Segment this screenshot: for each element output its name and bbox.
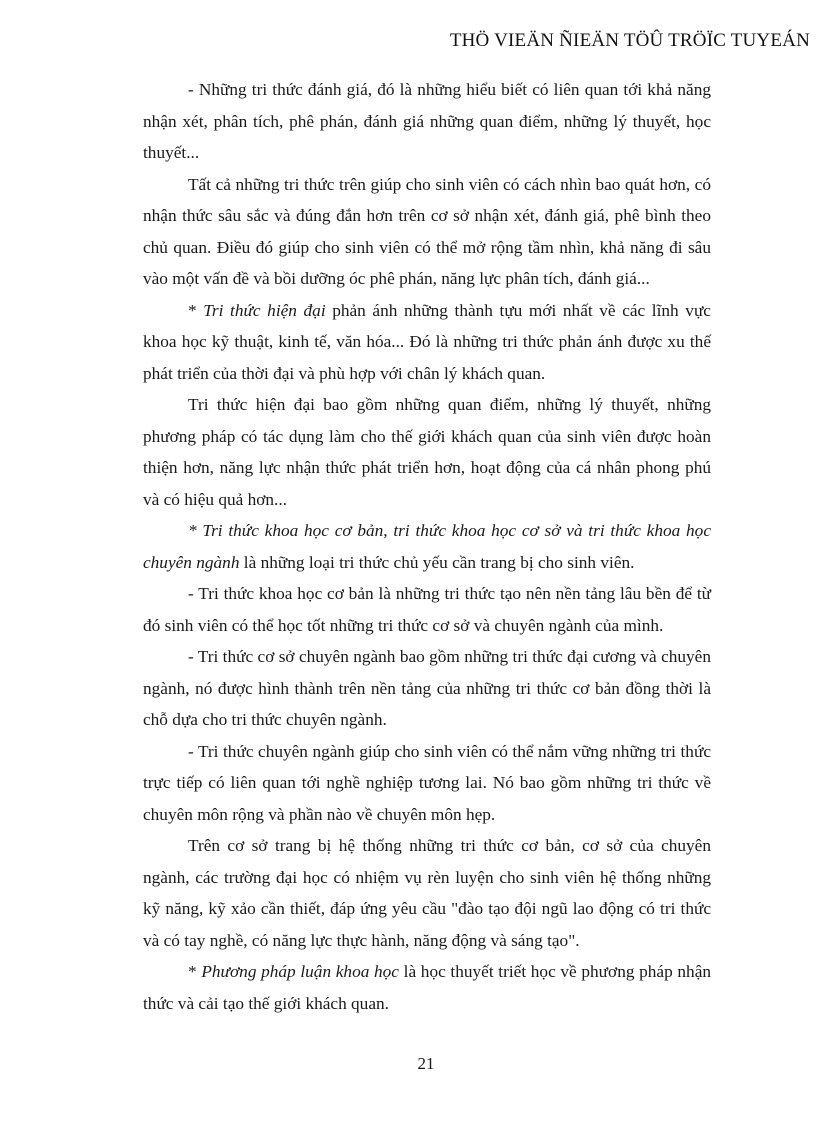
paragraph: * Tri thức khoa học cơ bản, tri thức khoa học cơ sở và tri thức khoa học chuyên ngành là những loại tri thức chủ yếu cần trang bị cho sinh viên.	[143, 521, 711, 572]
paragraph: Tri thức hiện đại bao gồm những quan điểm, những lý thuyết, những phương pháp có tác dụng làm cho thế giới khách quan của sinh viên được hoàn thiện hơn, năng lực nhận thức phát triển hơn, hoạt động của cá nhân phong phú và có hiệu quả hơn...	[143, 395, 711, 509]
paragraph: Trên cơ sở trang bị hệ thống những tri thức cơ bản, cơ sở của chuyên ngành, các trường đại học có nhiệm vụ rèn luyện cho sinh viên hệ thống những kỹ năng, kỹ xảo cần thiết, đáp ứng yêu cầu "đào tạo đội ngũ lao động có tri thức và có tay nghề, có năng lực thực hành, năng động và sáng tạo".	[143, 836, 711, 950]
paragraph: * Phương pháp luận khoa học là học thuyết triết học về phương pháp nhận thức và cải tạo thế giới khách quan.	[143, 962, 712, 1013]
emphasis-term: Tri thức hiện đại	[203, 300, 326, 320]
paragraph: - Tri thức chuyên ngành giúp cho sinh viên có thể nắm vững những tri thức trực tiếp có liên quan tới nghề nghiệp tương lai. Nó bao gồm những tri thức về chuyên môn rộng và phần nào về chuyên môn hẹp.	[143, 741, 711, 824]
paragraph: - Tri thức khoa học cơ bản là những tri thức tạo nên nền tảng lâu bền để từ đó sinh viên có thể học tốt những tri thức cơ sở và chuyên ngành của mình.	[143, 584, 711, 635]
paragraph: * Tri thức hiện đại phản ánh những thành tựu mới nhất về các lĩnh vực khoa học kỹ thuật, kinh tế, văn hóa... Đó là những tri thức phản ánh được xu thế phát triển của thời đại và phù hợp với chân lý khách quan.	[143, 300, 711, 383]
page-header: THÖ VIEÄN ÑIEÄN TÖÛ TRÖÏC TUYEÁN	[449, 30, 810, 51]
document-body	[143, 74, 711, 1019]
emphasis-term: Tri thức khoa học cơ bản, tri thức khoa học cơ sở và tri thức khoa học chuyên ngành	[143, 521, 711, 572]
emphasis-term: Phương pháp luận khoa học	[201, 962, 399, 981]
paragraph: Tất cả những tri thức trên giúp cho sinh viên có cách nhìn bao quát hơn, có nhận thức sâu sắc và đúng đắn hơn trên cơ sở nhận xét, đánh giá, phê bình theo chủ quan. Điều đó giúp cho sinh viên có thể mở rộng tầm nhìn, khả năng đi sâu vào một vấn đề và bồi dưỡng óc phê phán, năng lực phân tích, đánh giá...	[143, 174, 711, 288]
page-number: 21	[417, 1054, 435, 1073]
paragraph: - Những tri thức đánh giá, đó là những hiểu biết có liên quan tới khả năng nhận xét, phân tích, phê phán, đánh giá những quan điểm, những lý thuyết, học thuyết...	[143, 80, 711, 162]
paragraph: - Tri thức cơ sở chuyên ngành bao gồm những tri thức đại cương và chuyên ngành, nó được hình thành trên nền tảng của những tri thức cơ bản đồng thời là chỗ dựa cho tri thức chuyên ngành.	[143, 647, 711, 729]
